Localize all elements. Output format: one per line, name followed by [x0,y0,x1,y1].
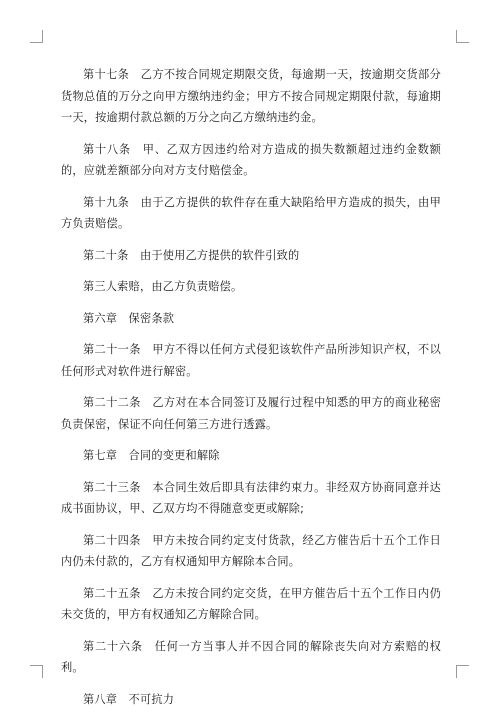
clause-24: 第二十四条 甲方未按合同约定支付货款，经乙方催告后十五个工作日内仍未付款的，乙方有权通知甲方解除本合同。 [61,533,441,568]
clause-21: 第二十一条 甲方不得以任何方式侵犯该软件产品所涉知识产权，不以任何形式对软件进行解密。 [61,343,441,378]
clause-25: 第二十五条 乙方未按合同约定交货，在甲方催告后十五个工作日内仍未交货的，甲方有权通知乙方解除合同。 [61,586,441,621]
clause-23: 第二十三条 本合同生效后即具有法律约束力。非经双方协商同意并达成书面协议，甲、乙双方均不得随意变更或解除; [61,480,441,515]
crop-mark-top-left [30,30,43,43]
clause-26: 第二十六条 任何一方当事人并不因合同的解除丧失向对方索赔的权利。 [61,639,441,674]
clause-20: 第二十条 由于使用乙方提供的软件引致的 [83,248,300,262]
clause-22: 第二十二条 乙方对在本合同签订及履行过程中知悉的甲方的商业秘密负责保密，保证不向任何第三方进行透露。 [61,396,441,431]
chapter-8-heading: 第八章 不可抗力 [83,692,175,706]
contract-body [61,64,441,720]
crop-mark-bottom-left [30,665,43,678]
clause-19: 第十九条 由于乙方提供的软件存在重大缺陷给甲方造成的损失，由甲方负责赔偿。 [61,195,441,230]
crop-mark-bottom-right [456,665,469,678]
chapter-6-heading: 第六章 保密条款 [83,311,175,325]
chapter-7-heading: 第七章 合同的变更和解除 [83,449,220,462]
clause-17: 第十七条 乙方不按合同规定期限交货，每逾期一天，按逾期交货部分货物总值的万分之向甲方缴纳违约金；甲方不按合同规定期限付款，每逾期一天，按逾期付款总额的万分之向乙方缴纳违约金。 [61,68,441,124]
clause-20-continued: 第三人索赔，由乙方负责赔偿。 [83,280,243,293]
crop-mark-top-right [456,30,469,43]
clause-18: 第十八条 甲、乙双方因违约给对方造成的损失数额超过违约金数额的，应就差额部分向对方支付赔偿金。 [61,142,441,177]
